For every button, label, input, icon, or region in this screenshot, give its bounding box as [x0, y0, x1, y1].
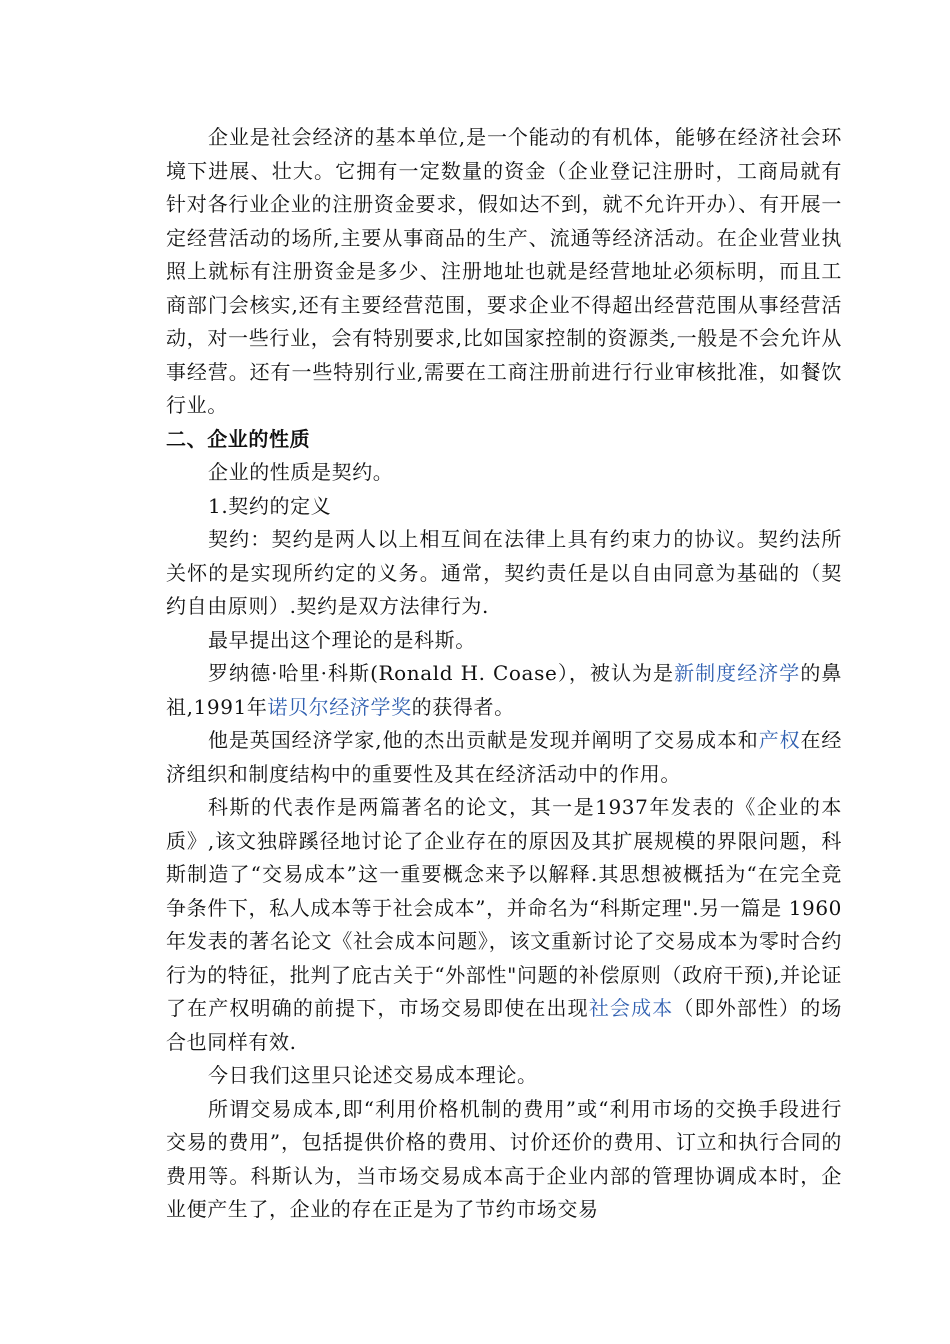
text-span: 他是英国经济学家,他的杰出贡献是发现并阐明了交易成本和	[208, 728, 759, 752]
link-social-cost[interactable]: 社会成本	[588, 996, 674, 1020]
paragraph-coase-bio	[166, 657, 842, 724]
paragraph-transaction-cost-definition: 所谓交易成本,即“利用价格机制的费用”或“利用市场的交换手段进行交易的费用”，包括提供价格的费用、讨价还价的费用、订立和执行合同的费用等。科斯认为，当市场交易成本高于企业内部的管理协调成本时，企业便产生了，企业的存在正是为了节约市场交易	[166, 1096, 842, 1221]
paragraph-contract-explained: 契约：契约是两人以上相互间在法律上具有约束力的协议。契约法所关怀的是实现所约定的义务。通常，契约责任是以自由同意为基础的（契约自由原则）.契约是双方法律行为.	[166, 527, 842, 618]
text-span: 科斯的代表作是两篇著名的论文，其一是1937年发表的《企业的本质》,该文独辟蹊径地讨论了企业存在的原因及其扩展规模的界限问题，科斯制造了“交易成本”这一重要概念来予以解释.其思想被概括为“在完全竞争条件下，私人成本等于社会成本”，并命名为“科斯定理".另一篇是 1960年发表的著名论文《社会成本问题》，该文重新讨论了交易成本为零时合约行为的特征，批判了庇古关于“外部性"问题的补偿原则（政府干预),并论证了在产权明确的前提下，市场交易即使在出现	[166, 795, 842, 1020]
text-span: 的获得者。	[411, 694, 515, 719]
text-span: 的鼻祖,1991年	[166, 661, 842, 719]
paragraph-coase-first: 最早提出这个理论的是科斯。	[208, 627, 476, 652]
paragraph-coase-contribution	[166, 724, 842, 791]
text-span: （即外部性）的场合也同样有效.	[166, 996, 842, 1054]
paragraph-transaction-cost-intro: 今日我们这里只论述交易成本理论。	[208, 1063, 538, 1087]
link-nobel-prize-economics[interactable]: 诺贝尔经济学奖	[267, 694, 412, 719]
paragraph-enterprise-definition: 企业是社会经济的基本单位,是一个能动的有机体，能够在经济社会环境下进展、壮大。它拥有一定数量的资金（企业登记注册时，工商局就有针对各行业企业的注册资金要求，假如达不到，就不允许开办）、有开展一定经营活动的场所,主要从事商品的生产、流通等经济活动。在企业营业执照上就标有注册资金是多少、注册地址也就是经营地址必须标明，而且工商部门会核实,还有主要经营范围，要求企业不得超出经营范围从事经营活动，对一些行业，会有特别要求,比如国家控制的资源类,一般是不会允许从事经营。还有一些特别行业,需要在工商注册前进行行业审核批准，如餐饮行业。	[166, 125, 842, 417]
link-new-institutional-economics[interactable]: 新制度经济学	[674, 661, 801, 685]
text-span: 在经济组织和制度结构中的重要性及其在经济活动中的作用。	[166, 728, 843, 786]
paragraph-coase-works	[166, 791, 842, 1059]
document-body	[166, 121, 842, 1227]
section-heading-nature: 二、企业的性质	[166, 426, 311, 451]
text-span: 罗纳德·哈里·科斯(Ronald H. Coase），被认为是	[208, 661, 675, 685]
paragraph-nature-is-contract: 企业的性质是契约。	[208, 460, 394, 484]
subheading-contract-definition: 1.契约的定义	[208, 493, 332, 518]
link-property-rights[interactable]: 产权	[758, 728, 801, 752]
